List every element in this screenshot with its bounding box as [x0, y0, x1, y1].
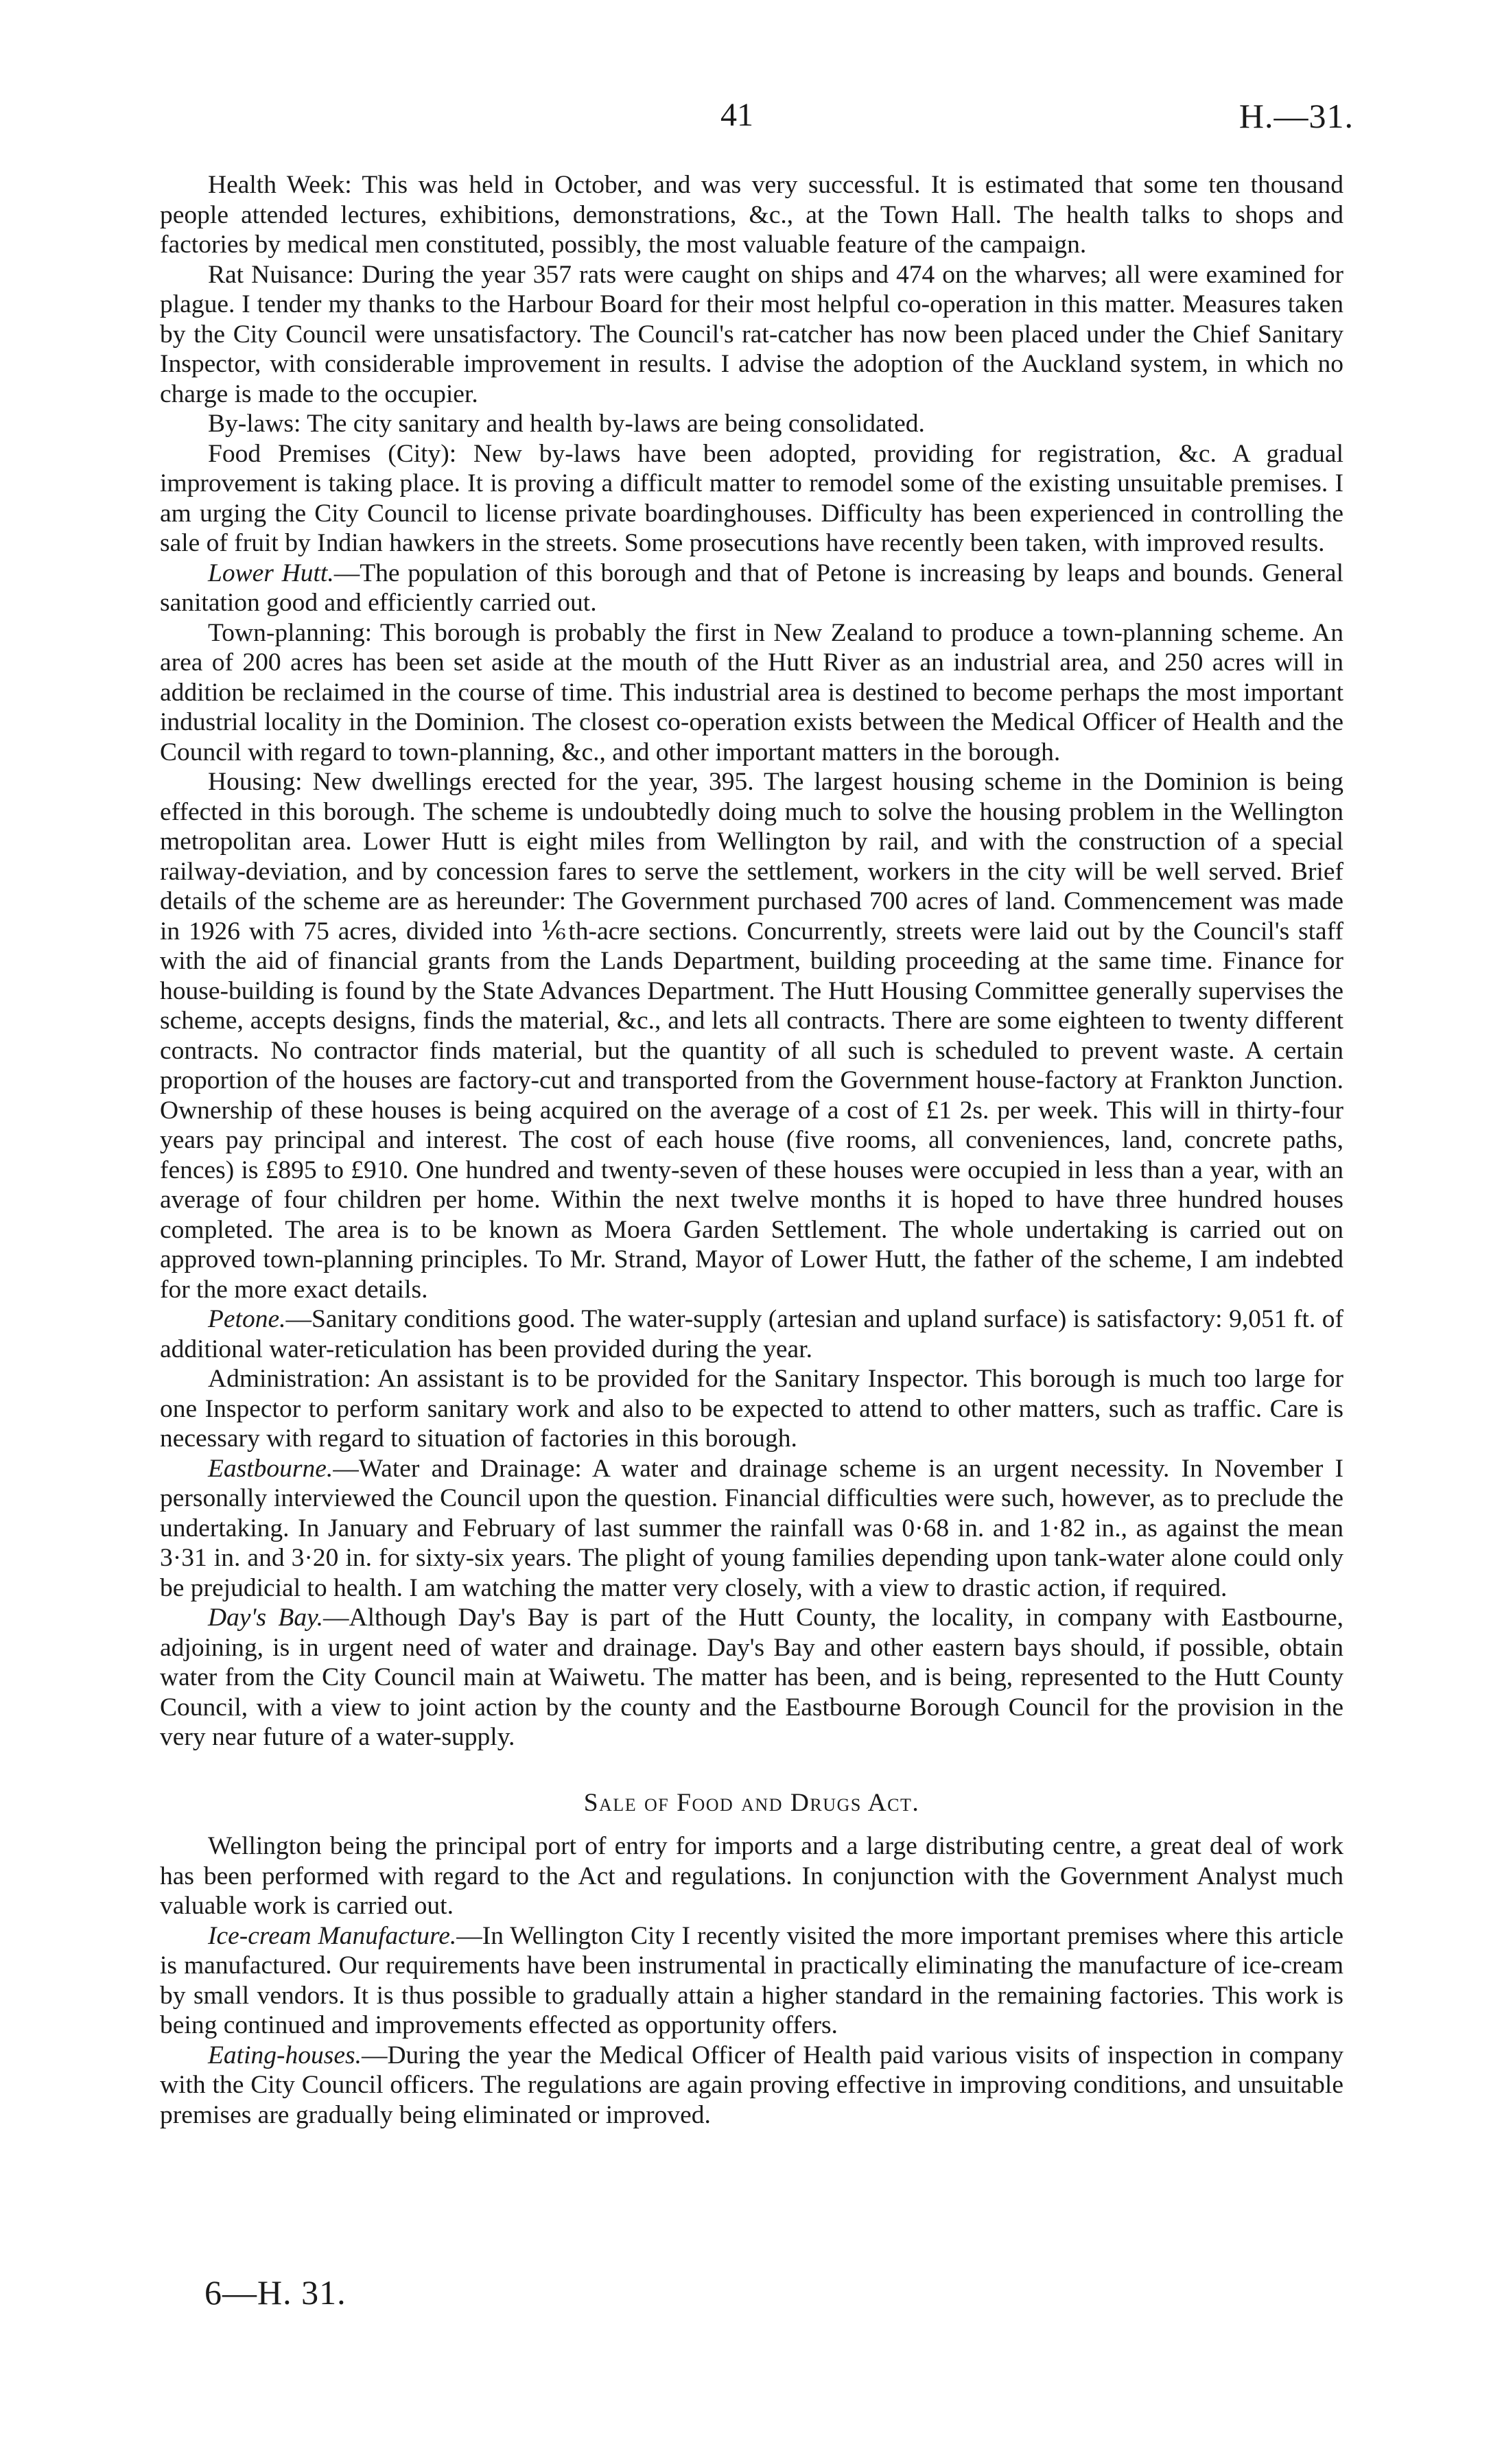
- paragraph-lead: Lower Hutt.: [208, 559, 334, 587]
- signature-mark: 6—H. 31.: [204, 2273, 347, 2312]
- paragraph-administration: Administration: An assistant is to be provided for the Sanitary Inspector. This borough is much too large for one Inspector to perform sanitary work and also to be expected to attend to other matters, such as traffic. Care is necessary with regard to situation of factories in this borough.: [160, 1365, 1343, 1453]
- paragraph-town-planning: Town-planning: This borough is probably the first in New Zealand to produce a town-planning scheme. An area of 200 acres has been set aside at the mouth of the Hutt River as an industrial area, and 250 acres will in addition be reclaimed in the course of time. This industrial area is destined to become perhaps the most important industrial locality in the Dominion. The closest co-operation exists between the Medical Officer of Health and the Council with regard to town-planning, &c., and other important matters in the borough.: [160, 618, 1343, 766]
- paragraph-ice-cream: Ice-cream Manufacture.—In Wellington City I recently visited the more important premises where this article is manufactured. Our requirements have been instrumental in practically eliminating the manufacture of ice-cream by small vendors. It is thus possible to gradually attain a higher standard in the remaining factories. This work is being continued and improvements effected as opportunity offers.: [160, 1921, 1344, 2039]
- paragraph-rat-nuisance: Rat Nuisance: During the year 357 rats were caught on ships and 474 on the wharves; all were examined for plague. I tender my thanks to the Harbour Board for their most helpful co-operation in this matter. Measures taken by the City Council were unsatisfactory. The Council's rat-catcher has now been placed under the Chief Sanitary Inspector, with considerable improvement in results. I advise the adoption of the Auckland system, in which no charge is made to the occupier.: [160, 260, 1343, 408]
- paragraph-wellington-port: Wellington being the principal port of entry for imports and a large distributing centre, a great deal of work has been performed with regard to the Act and regulations. In conjunction with the Government Analyst much valuable work is carried out.: [160, 1832, 1343, 1920]
- paragraph-housing: Housing: New dwellings erected for the year, 395. The largest housing scheme in the Dominion is being effected in this borough. The scheme is undoubtedly doing much to solve the housing problem in the Wellington metropolitan area. Lower Hutt is eight miles from Wellington by rail, and with the construction of a special railway-deviation, and by concession fares to serve the settlement, workers in the city will be well served. Brief details of the scheme are as hereunder: The Government purchased 700 acres of land. Commencement was made in 1926 with 75 acres, divided into ⅙th-acre sections. Concurrently, streets were laid out by the Council's staff with the aid of financial grants from the Lands Department, building proceeding at the same time. Finance for house-building is found by the State Advances Department. The Hutt Housing Committee generally supervises the scheme, accepts designs, finds the material, &c., and lets all contracts. There are some eighteen to twenty different contracts. No contractor finds material, but the quantity of all such is scheduled to prevent waste. A certain proportion of the houses are factory-cut and transported from the Government house-factory at Frankton Junction. Ownership of these houses is being acquired on the average of a cost of £1 2s. per week. This will in thirty-four years pay principal and interest. The cost of each house (five rooms, all conveniences, land, concrete paths, fences) is £895 to £910. One hundred and twenty-seven of these houses were occupied in less than a year, with an average of four children per home. Within the next twelve months it is hoped to have three hundred houses completed. The area is to be known as Moera Garden Settlement. The whole undertaking is carried out on approved town-planning principles. To Mr. Strand, Mayor of Lower Hutt, the father of the scheme, I am indebted for the more exact details.: [160, 768, 1343, 1304]
- paragraph-eastbourne: Eastbourne.—Water and Drainage: A water and drainage scheme is an urgent necessity. In November I personally interviewed the Council upon the question. Financial difficulties were such, however, as to preclude the undertaking. In January and February of last summer the rainfall was 0·68 in. and 1·82 in., as against the mean 3·31 in. and 3·20 in. for sixty-six years. The plight of young families depending upon tank-water alone could only be prejudicial to health. I am watching the matter very closely, with a view to drastic action, if required.: [160, 1454, 1343, 1602]
- paragraph-lead: Eating-houses.: [208, 2041, 362, 2069]
- paragraph-lead: Day's Bay.: [208, 1604, 324, 1632]
- paragraph-days-bay: Day's Bay.—Although Day's Bay is part of the Hutt County, the locality, in company with Eastbourne, adjoining, is in urgent need of water and drainage. Day's Bay and other eastern bays should, if possible, obtain water from the City Council main at Waiwetu. The matter has been, and is being, represented to the Hutt County Council, with a view to joint action by the county and the Eastbourne Borough Council for the provision in the very near future of a water-supply.: [160, 1604, 1343, 1751]
- page-number: 41: [720, 97, 753, 133]
- section-heading: Sale of Food and Drugs Act.: [583, 1788, 920, 1817]
- paragraph-lead: Eastbourne.: [208, 1454, 333, 1483]
- paragraph-eating-houses: Eating-houses.—During the year the Medical Officer of Health paid various visits of inspection in company with the City Council officers. The regulations are again proving effective in improving conditions, and unsuitable premises are gradually being eliminated or improved.: [160, 2041, 1343, 2129]
- paragraph-petone: Petone.—Sanitary conditions good. The water-supply (artesian and upland surface) is satisfactory: 9,051 ft. of additional water-reticulation has been provided during the year.: [160, 1305, 1343, 1363]
- paragraph-lead: Ice-cream Manufacture.: [208, 1921, 457, 1950]
- paragraph-lower-hutt: Lower Hutt.—The population of this borough and that of Petone is increasing by leaps and bounds. General sanitation good and efficiently carried out.: [160, 559, 1343, 617]
- paragraph-food-premises: Food Premises (City): New by-laws have been adopted, providing for registration, &c. A gradual improvement is taking place. It is proving a difficult matter to remodel some of the existing unsuitable premises. I am urging the City Council to license private boardinghouses. Difficulty has been experienced in controlling the sale of fruit by Indian hawkers in the streets. Some prosecutions have recently been taken, with improved results.: [160, 439, 1343, 557]
- body-text: [160, 170, 1343, 2130]
- paragraph-health-week: Health Week: This was held in October, and was very successful. It is estimated that some ten thousand people attended lectures, exhibitions, demonstrations, &c., at the Town Hall. The health talks to shops and factories by medical men constituted, possibly, the most valuable feature of the campaign.: [160, 171, 1343, 259]
- paragraph-lead: Petone.: [208, 1305, 286, 1333]
- paragraph-by-laws: By-laws: The city sanitary and health by-laws are being consolidated.: [208, 410, 925, 438]
- document-reference: H.—31.: [1238, 97, 1354, 135]
